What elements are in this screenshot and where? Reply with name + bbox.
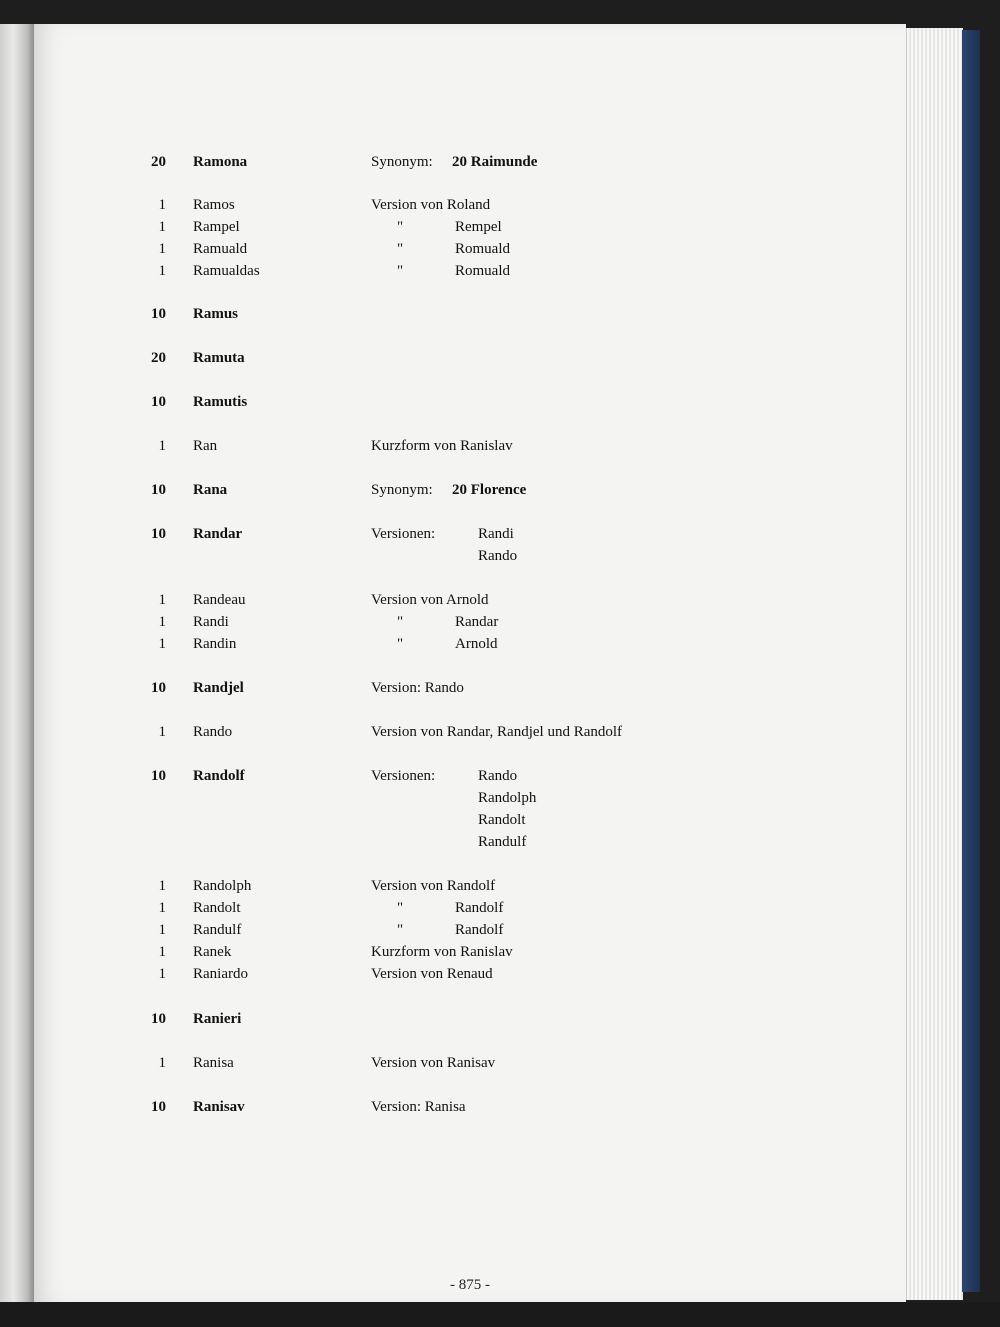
entry-name: Ran	[193, 438, 218, 454]
entry-name: Ramualdas	[193, 263, 260, 279]
ditto-mark: "	[397, 900, 404, 916]
related-name: Romuald	[455, 263, 510, 279]
entry-name: Ramus	[193, 306, 239, 322]
frequency-number: 1	[158, 944, 166, 960]
frequency-number: 1	[158, 900, 166, 916]
entry-name: Randeau	[193, 592, 246, 608]
ditto-mark: "	[397, 219, 404, 235]
related-name: Randar	[455, 614, 499, 630]
related-name: Rando	[478, 548, 518, 564]
relation-label: Version von Randar, Randjel und Randolf	[371, 724, 623, 740]
entry-name: Raniardo	[193, 966, 248, 982]
entry-name: Randolt	[193, 900, 241, 916]
relation-label: Version: Rando	[371, 680, 464, 696]
entry-name: Ramutis	[193, 394, 248, 410]
ditto-mark: "	[397, 922, 404, 938]
frequency-number: 1	[158, 966, 166, 982]
frequency-number: 10	[151, 1099, 166, 1115]
frequency-number: 10	[151, 526, 166, 542]
entry-name: Randolf	[193, 768, 245, 784]
entry-name: Rando	[193, 724, 233, 740]
relation-label: Versionen:	[371, 768, 436, 784]
relation-label: Version: Ranisa	[371, 1099, 466, 1115]
related-name: Rando	[478, 768, 518, 784]
ditto-mark: "	[397, 636, 404, 652]
frequency-number: 10	[151, 482, 166, 498]
frequency-number: 10	[151, 680, 166, 696]
entry-name: Ramos	[193, 197, 235, 213]
entry-name: Randolph	[193, 878, 252, 894]
scan-background	[0, 1302, 1000, 1327]
frequency-number: 10	[151, 768, 166, 784]
related-name: Arnold	[455, 636, 498, 652]
entry-name: Randjel	[193, 680, 244, 696]
relation-label: Kurzform von Ranislav	[371, 944, 513, 960]
relation-label: Synonym:	[371, 154, 433, 170]
entry-name: Rampel	[193, 219, 240, 235]
related-name: Romuald	[455, 241, 510, 257]
entry-name: Ranek	[193, 944, 232, 960]
entry-name: Randin	[193, 636, 237, 652]
related-name: Randi	[478, 526, 514, 542]
page-number: - 875 -	[450, 1277, 490, 1293]
related-name: Randolph	[478, 790, 537, 806]
frequency-number: 1	[158, 438, 166, 454]
related-name: Randolt	[478, 812, 526, 828]
relation-label: Version von Arnold	[371, 592, 489, 608]
entry-name: Rana	[193, 482, 228, 498]
frequency-number: 1	[158, 219, 166, 235]
relation-label: Kurzform von Ranislav	[371, 438, 513, 454]
left-page-edge	[0, 24, 34, 1302]
entry-name: Randar	[193, 526, 243, 542]
entry-name: Ranisa	[193, 1055, 234, 1071]
entry-name: Randi	[193, 614, 229, 630]
related-name: Randolf	[455, 922, 504, 938]
frequency-number: 10	[151, 1011, 166, 1027]
book-cover-edge	[962, 30, 980, 1292]
entry-name: Ranieri	[193, 1011, 242, 1027]
frequency-number: 1	[158, 636, 166, 652]
entry-name: Ranisav	[193, 1099, 245, 1115]
related-name: 20 Florence	[452, 482, 527, 498]
entry-name: Ramona	[193, 154, 248, 170]
relation-label: Version von Randolf	[371, 878, 496, 894]
frequency-number: 1	[158, 724, 166, 740]
frequency-number: 1	[158, 878, 166, 894]
frequency-number: 10	[151, 306, 166, 322]
frequency-number: 10	[151, 394, 166, 410]
page-stack-edge	[906, 28, 963, 1300]
ditto-mark: "	[397, 241, 404, 257]
related-name: Randolf	[455, 900, 504, 916]
frequency-number: 1	[158, 614, 166, 630]
ditto-mark: "	[397, 263, 404, 279]
related-name: Randulf	[478, 834, 527, 850]
relation-label: Version von Ranisav	[371, 1055, 496, 1071]
relation-label: Versionen:	[371, 526, 436, 542]
book-page	[34, 24, 906, 1302]
ditto-mark: "	[397, 614, 404, 630]
entry-name: Ramuta	[193, 350, 245, 366]
frequency-number: 1	[158, 1055, 166, 1071]
frequency-number: 1	[158, 263, 166, 279]
frequency-number: 1	[158, 592, 166, 608]
frequency-number: 1	[158, 197, 166, 213]
relation-label: Version von Roland	[371, 197, 491, 213]
frequency-number: 1	[158, 922, 166, 938]
frequency-number: 20	[151, 350, 166, 366]
related-name: 20 Raimunde	[452, 154, 538, 170]
frequency-number: 1	[158, 241, 166, 257]
entry-name: Randulf	[193, 922, 242, 938]
relation-label: Version von Renaud	[371, 966, 493, 982]
frequency-number: 20	[151, 154, 166, 170]
entry-name: Ramuald	[193, 241, 248, 257]
relation-label: Synonym:	[371, 482, 433, 498]
related-name: Rempel	[455, 219, 502, 235]
